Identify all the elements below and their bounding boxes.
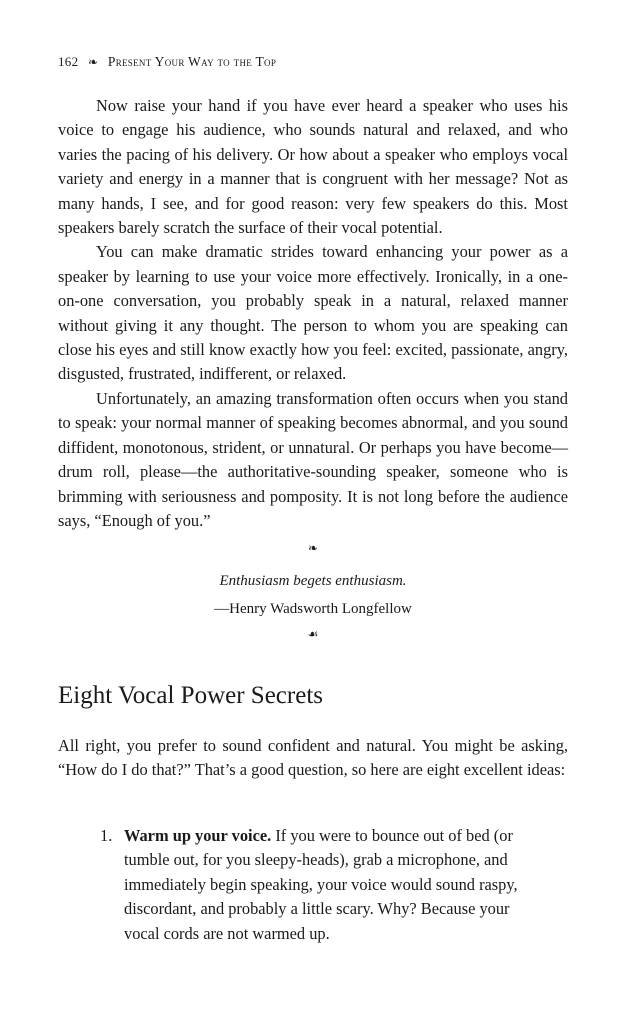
body-text (58, 94, 568, 533)
epigraph (58, 540, 568, 642)
paragraph-3: Unfortunately, an amazing transformation often occurs when you stand to speak: your normal manner of speaking becomes abnormal, and you sound diffident, monotonous, strident, or unnatural. Or perhaps you have become—drum roll, please—the authoritative-sounding speaker, someone who is brimming with seriousness and pomposity. It is not long before the audience says, “Enough of you.” (58, 388, 568, 530)
numbered-list (101, 824, 541, 946)
list-item-text: If you were to bounce out of bed (or tumble out, for you sleepy-heads), grab a microphone, and immediately begin speaking, your voice would sound raspy, discordant, and probably a little scary. Why? Because your vocal cords are not warmed up. (124, 826, 518, 943)
fleuron-top-icon: ❧ (307, 541, 319, 555)
book-title: Present Your Way to the Top (107, 54, 277, 69)
list-item (101, 824, 541, 946)
section-intro (58, 734, 568, 783)
list-item-number: 1. (100, 826, 113, 845)
section-heading: Eight Vocal Power Secrets (58, 682, 324, 709)
paragraph-1: Now raise your hand if you have ever heard a speaker who uses his voice to engage his audience, who sounds natural and relaxed, and who varies the pacing of his delivery. Or how about a speaker who employs vocal variety and energy in a manner that is congruent with her message? Not as many hands, I see, and for good reason: very few speakers do this. Most speakers barely scratch the surface of their vocal potential. (58, 96, 568, 238)
running-head (58, 54, 276, 70)
page-number: 162 (58, 54, 79, 69)
epigraph-quote: Enthusiasm begets enthusiasm. (219, 573, 407, 589)
epigraph-attribution: —Henry Wadsworth Longfellow (214, 601, 412, 617)
fleuron-bottom-icon: ☙ (307, 627, 319, 641)
list-item-lead: Warm up your voice. (124, 826, 272, 845)
fleuron-icon: ❧ (87, 55, 99, 69)
paragraph-2: You can make dramatic strides toward enhancing your power as a speaker by learning to use your voice more effectively. Ironically, in a one-on-one conversation, you probably speak in a natural, relaxed manner without giving it any thought. The person to whom you are speaking can close his eyes and still know exactly how you feel: excited, passionate, angry, disgusted, frustrated, indifferent, or relaxed. (58, 242, 568, 384)
intro-paragraph: All right, you prefer to sound confident and natural. You might be asking, “How do I do that?” That’s a good question, so here are eight excellent ideas: (58, 736, 568, 780)
